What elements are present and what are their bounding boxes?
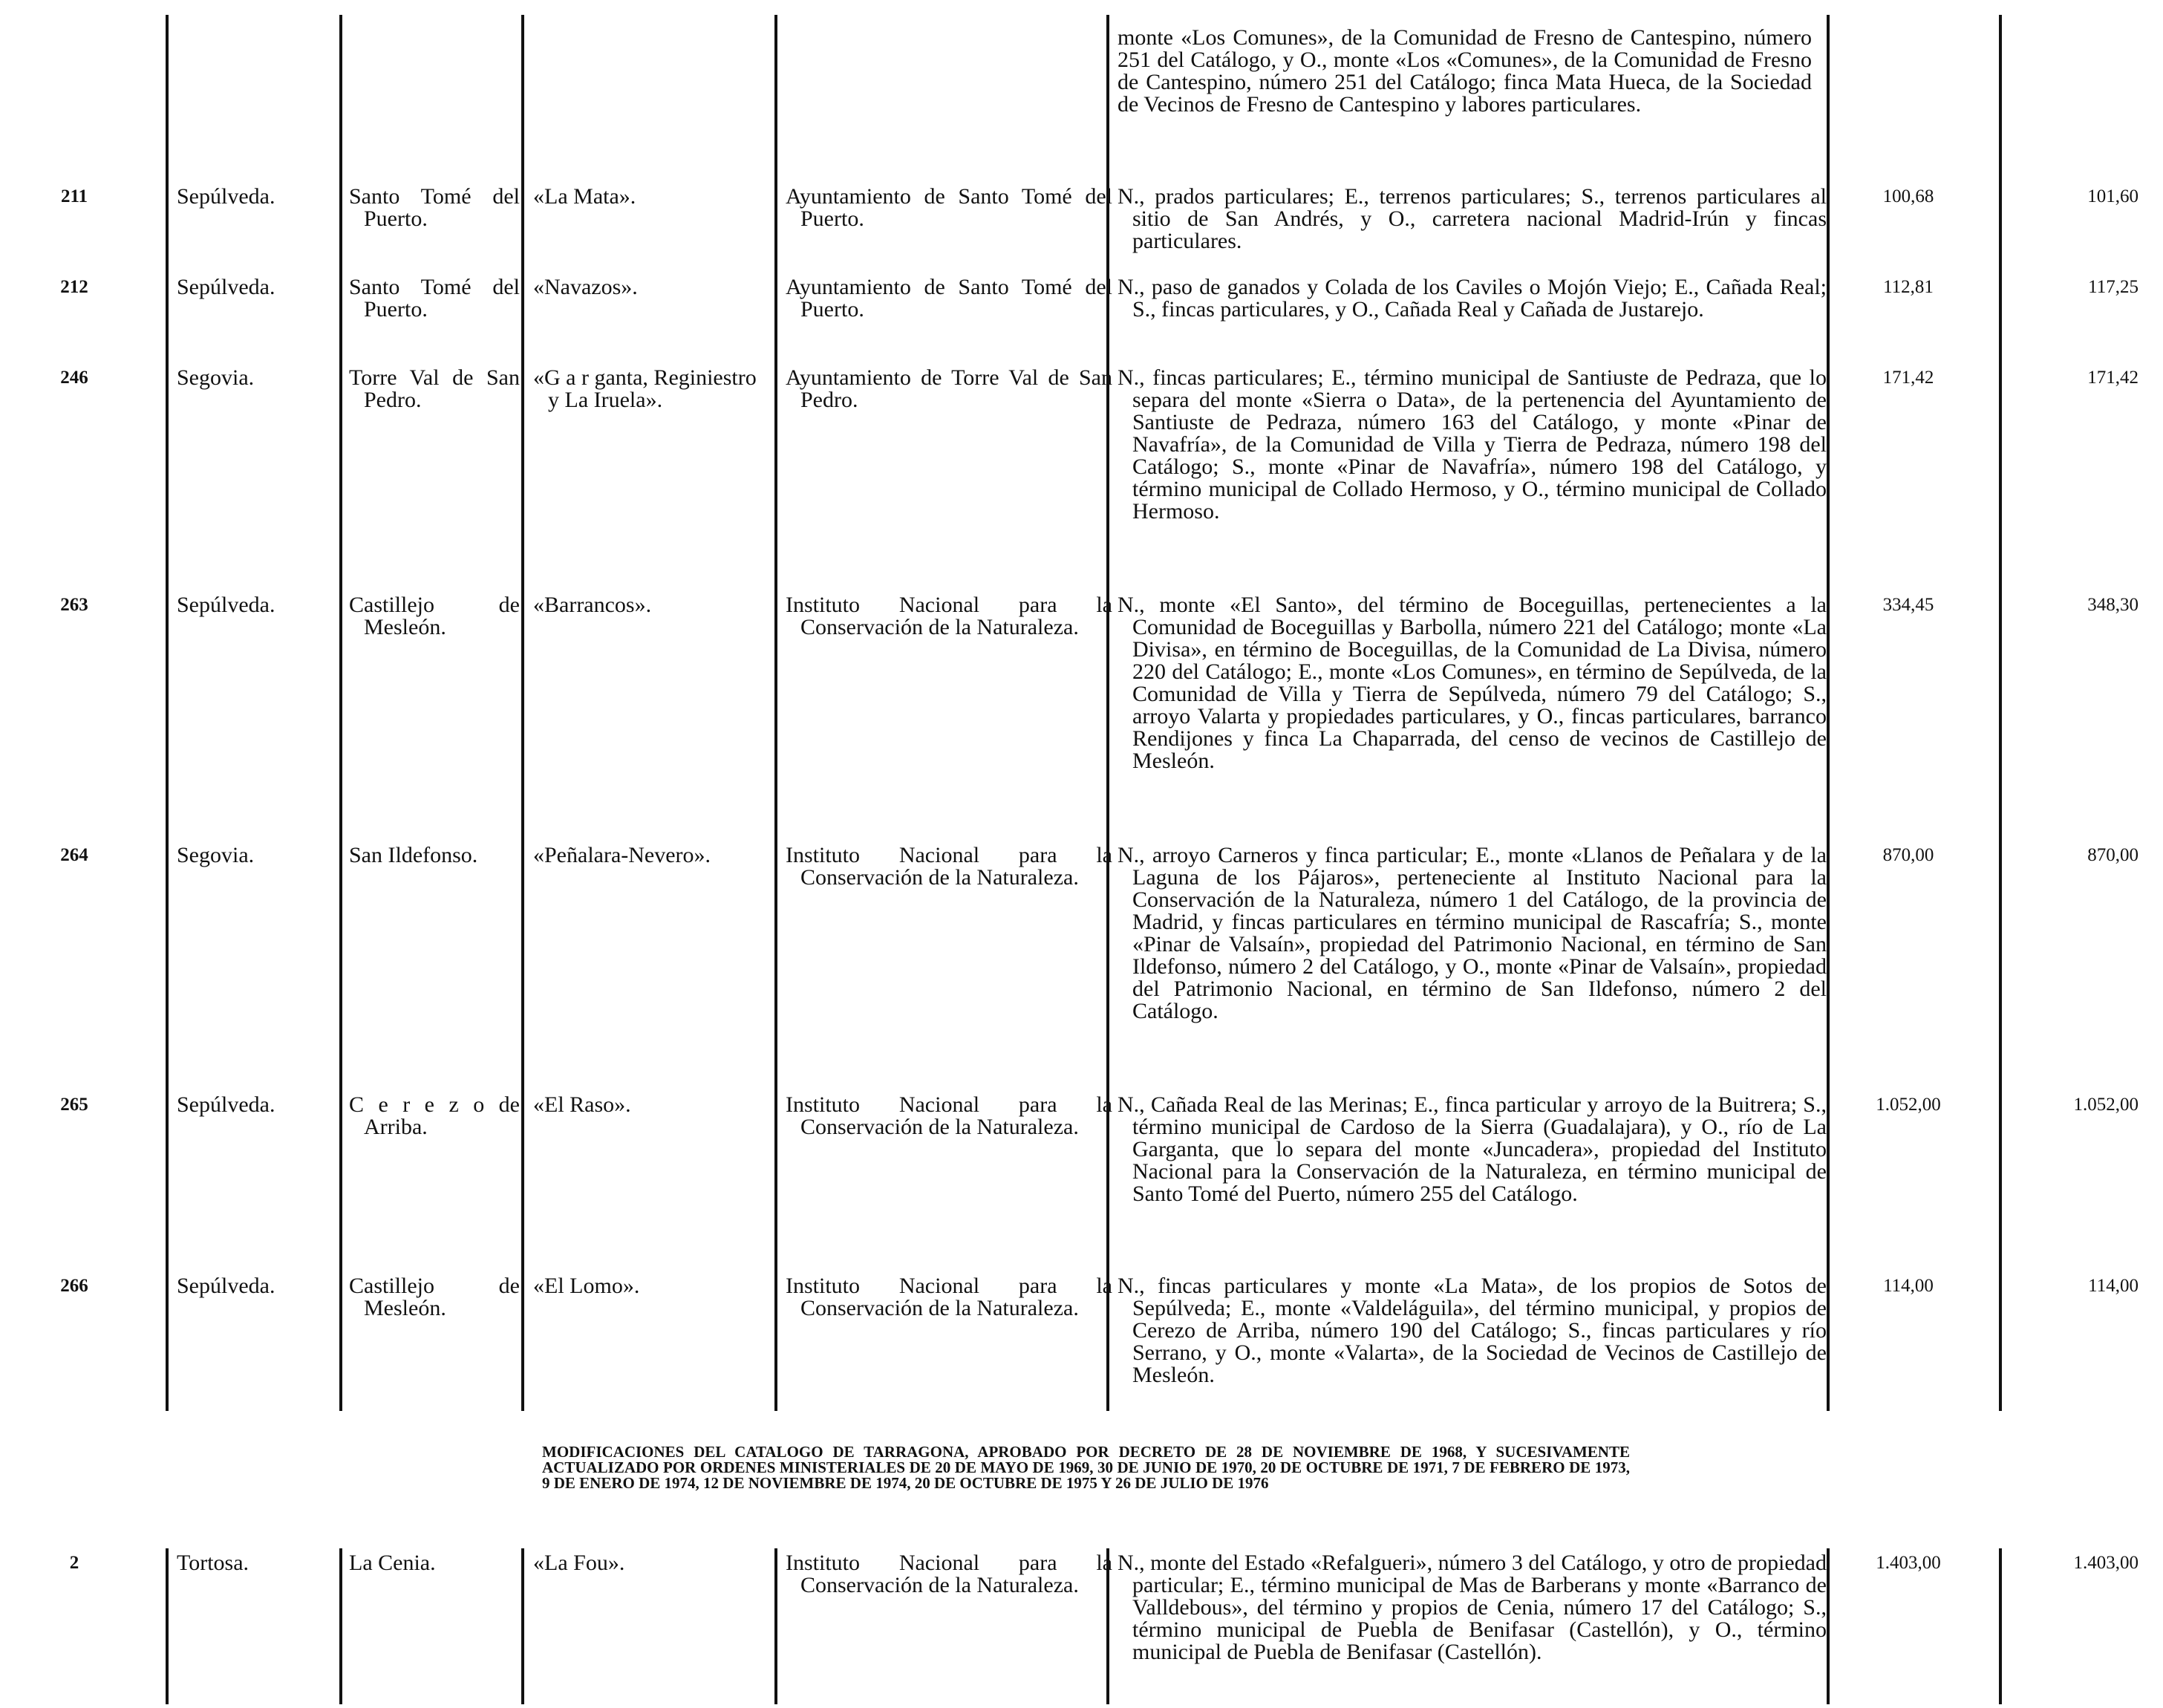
row-number: 211 [60,186,88,206]
termino-municipal: Castillejo de Mesleón. [349,593,520,639]
monte-nombre: «La Fou». [533,1551,625,1575]
row-number: 263 [60,595,88,615]
limites: N., fincas particulares; E., término municipal de Santiuste de Pedraza, que lo separa del monte «Sierra o Data», de la pertenencia del Ayuntamiento de Santiuste de Pedraza, número 163 del Catálogo, y monte «Pinar de Navafría», de la Comunidad de Villa y Tierra de Pedraza, número 198 del Catálogo; S., monte «Pinar de Navafría», número 198 del Catálogo, y término municipal de Collado Hermoso, y O., término municipal de Collado Hermoso. [1118,365,1827,524]
superficie-total: 100,68 [1882,186,1934,206]
row-number: 264 [60,845,88,865]
column-rule [339,1548,342,1704]
row-number: 246 [60,368,88,388]
partido-judicial: Sepúlveda. [177,593,275,617]
column-rule [339,15,342,1411]
termino-municipal: La Cenia. [349,1551,436,1575]
column-rule [774,15,777,1411]
termino-municipal: San Ildefonso. [349,843,478,867]
monte-nombre: «El Raso». [533,1092,631,1117]
limites: N., arroyo Carneros y finca particular; E., monte «Llanos de Peñalara y de la Laguna de los Pájaros», perteneciente al Instituto Nacional para la Conservación de la Naturaleza, número 1 del Catálogo, de la provincia de Madrid, y fincas particulares en término municipal de Rascafría; S., monte «Pinar de Valsaín», propiedad del Patrimonio Nacional, en término de San Ildefonso, número 2 del Catálogo, y O., monte «Pinar de Valsaín», propiedad del Patrimonio Nacional, en término de San Ildefonso, número 2 del Catálogo. [1118,843,1827,1023]
superficie-publica: 348,30 [2087,595,2138,615]
limites: N., monte del Estado «Refalgueri», número 3 del Catálogo, y otro de propiedad particular; E., término municipal de Mas de Barberans y monte «Barranco de Valldebous», del término y propios de Cenia, número 17 del Catálogo; S., término municipal de Puebla de Benifasar (Castellón), y O., término municipal de Puebla de Benifasar (Castellón). [1118,1551,1827,1664]
superficie-publica: 870,00 [2087,845,2138,865]
row-number: 212 [60,277,88,297]
superficie-total: 112,81 [1883,277,1934,297]
superficie-publica: 117,25 [2088,277,2138,297]
limits-continuation: monte «Los Comunes», de la Comunidad de Fresno de Cantespino, número 251 del Catálogo, y O., monte «Los «Comunes», de la Comunidad de Fresno de Cantespino, número 251 del Catálogo; finca Mata Hueca, de la Sociedad de Vecinos de Fresno de Cantespino y labores particulares. [1118,25,1812,117]
termino-municipal: Santo Tomé del Puerto. [349,184,520,231]
partido-judicial: Sepúlveda. [177,184,275,209]
pertenencia: Instituto Nacional para la Conservación de la Naturaleza. [786,1274,1112,1320]
termino-municipal: Castillejo de Mesleón. [349,1274,520,1320]
limites: N., prados particulares; E., terrenos particulares; S., terrenos particulares al sitio de San Andrés, y O., carretera nacional Madrid-Irún y fincas particulares. [1118,184,1827,253]
column-rule [774,1548,777,1704]
column-rule [1827,15,1830,1411]
monte-nombre: «La Mata». [533,184,636,209]
pertenencia: Ayuntamiento de Torre Val de San Pedro. [786,365,1112,412]
limites: N., fincas particulares y monte «La Mata», de los propios de Sotos de Sepúlveda; E., monte «Valdeláguila», del término municipal, y propios de Cerezo de Arriba, número 190 del Catálogo; S., fincas particulares y río Serrano, y O., monte «Valarta», de la Sociedad de Vecinos de Castillejo de Mesleón. [1118,1274,1827,1387]
column-rule [521,1548,524,1704]
superficie-publica: 171,42 [2087,368,2138,388]
superficie-total: 870,00 [1882,845,1934,865]
superficie-total: 114,00 [1883,1276,1934,1296]
superficie-total: 171,42 [1882,368,1934,388]
partido-judicial: Sepúlveda. [177,1092,275,1117]
termino-municipal: C e r e z o de Arriba. [349,1092,520,1139]
column-rule [166,1548,169,1704]
termino-municipal: Torre Val de San Pedro. [349,365,520,412]
column-rule [1999,1548,2002,1704]
row-number: 266 [60,1276,88,1296]
pertenencia: Instituto Nacional para la Conservación de la Naturaleza. [786,843,1112,890]
partido-judicial: Segovia. [177,843,255,867]
limites: N., monte «El Santo», del término de Boceguillas, pertenecientes a la Comunidad de Boceguillas y Barbolla, número 221 del Catálogo; monte «La Divisa», en término de Boceguillas, de la Comunidad de La Divisa, número 220 del Catálogo; E., monte «Los Comunes», en término de Sepúlveda, de la Comunidad de Villa y Tierra de Sepúlveda, número 79 del Catálogo; S., arroyo Valarta y propiedades particulares, y O., fincas particulares, barranco Rendijones y finca La Chaparrada, del censo de vecinos de Castillejo de Mesleón. [1118,593,1827,773]
pertenencia: Instituto Nacional para la Conservación de la Naturaleza. [786,1551,1112,1597]
pertenencia: Instituto Nacional para la Conservación de la Naturaleza. [786,1092,1112,1139]
superficie-total: 1.052,00 [1876,1095,1941,1115]
section-heading: MODIFICACIONES DEL CATALOGO DE TARRAGONA, APROBADO POR DECRETO DE 28 DE NOVIEMBRE DE 1968, Y SUCESIVAMENTE ACTUALIZADO POR ORDENES MINISTERIALES DE 20 DE MAYO DE 1969, 30 DE JUNIO DE 1970, 20 DE OCTUBRE DE 1971, 7 DE FEBRERO DE 1973, 9 DE ENERO DE 1974, 12 DE NOVIEMBRE DE 1974, 20 DE OCTUBRE DE 1975 Y 26 DE JULIO DE 1976 [542,1443,1630,1492]
partido-judicial: Sepúlveda. [177,275,275,299]
limites: N., Cañada Real de las Merinas; E., finca particular y arroyo de la Buitrera; S., término municipal de Cardoso de la Sierra (Guadalajara), y O., río de La Garganta, que lo separa del monte «Juncadera», propiedad del Instituto Nacional para la Conservación de la Naturaleza, en término municipal de Santo Tomé del Puerto, número 255 del Catálogo. [1118,1092,1827,1206]
column-rule [1827,1548,1830,1704]
termino-municipal: Santo Tomé del Puerto. [349,275,520,322]
monte-nombre: «El Lomo». [533,1274,640,1298]
monte-nombre: «Navazos». [533,275,638,299]
pertenencia: Ayuntamiento de Santo Tomé del Puerto. [786,184,1112,231]
column-rule [166,15,169,1411]
partido-judicial: Tortosa. [177,1551,249,1575]
superficie-publica: 1.403,00 [2073,1553,2138,1573]
superficie-publica: 101,60 [2087,186,2138,206]
pertenencia: Ayuntamiento de Santo Tomé del Puerto. [786,275,1112,322]
row-number: 2 [69,1553,79,1573]
superficie-publica: 114,00 [2088,1276,2138,1296]
monte-nombre: «Barrancos». [533,593,652,617]
column-rule [1999,15,2002,1411]
row-number: 265 [60,1095,88,1115]
limites: N., paso de ganados y Colada de los Caviles o Mojón Viejo; E., Cañada Real; S., fincas particulares, y O., Cañada Real y Cañada de Justarejo. [1118,275,1827,322]
monte-nombre: «Peñalara-Nevero». [533,843,711,867]
superficie-total: 1.403,00 [1876,1553,1941,1573]
partido-judicial: Segovia. [177,365,255,390]
column-rule [521,15,524,1411]
pertenencia: Instituto Nacional para la Conservación de la Naturaleza. [786,593,1112,639]
partido-judicial: Sepúlveda. [177,1274,275,1298]
superficie-total: 334,45 [1882,595,1934,615]
superficie-publica: 1.052,00 [2073,1095,2138,1115]
monte-nombre: «G a r ganta, Reginiestro y La Iruela». [533,365,757,412]
